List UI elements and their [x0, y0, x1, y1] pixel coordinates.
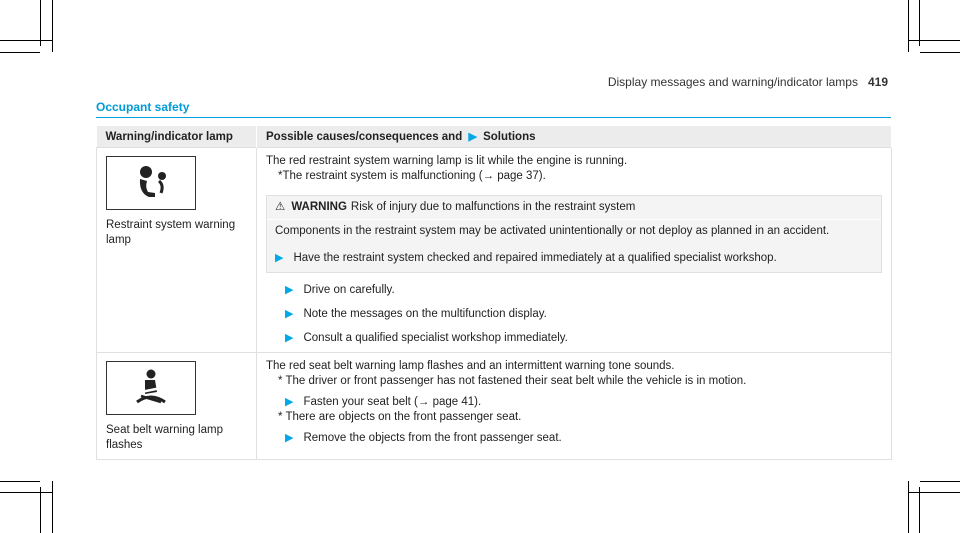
arrow-right-icon: ▶ — [275, 252, 284, 264]
lamp-frame — [106, 361, 196, 415]
lamp-description: The red restraint system warning lamp is lit while the engine is running. — [266, 155, 628, 167]
warning-title: WARNING — [291, 201, 347, 213]
header-title: Display messages and warning/indicator lamps — [607, 75, 858, 89]
col-solutions-header-text: Solutions — [483, 131, 536, 143]
solution-step-text: Fasten your seat belt (→ page 41). — [303, 396, 482, 408]
crop-mark — [920, 52, 960, 53]
cause-text: * The driver or front passenger has not fastened their seat belt while the vehicle is in motion. — [278, 375, 747, 387]
solution-step-text: Note the messages on the multifunction display. — [303, 308, 547, 320]
lamp-frame — [106, 156, 196, 210]
crop-mark — [0, 492, 52, 493]
table-row — [97, 148, 892, 353]
arrow-right-icon: ▶ — [468, 131, 477, 143]
warning-triangle-icon: ⚠ — [275, 201, 286, 213]
lamp-table — [96, 126, 892, 460]
solution-step — [266, 283, 882, 298]
crop-mark — [908, 40, 960, 41]
crop-mark — [919, 487, 920, 533]
solution-step-text: Remove the objects from the front passenger seat. — [303, 432, 562, 444]
warning-body: Components in the restraint system may be activated unintentionally or not deploy as planned in an accident. — [275, 225, 830, 237]
solution-step — [266, 331, 882, 346]
warning-title-text: Risk of injury due to malfunctions in the restraint system — [350, 201, 636, 213]
crop-mark — [40, 487, 41, 533]
arrow-right-icon: ▶ — [285, 308, 294, 320]
table-row — [97, 353, 892, 460]
crop-mark — [908, 0, 909, 52]
running-header — [608, 75, 888, 89]
table-header-row — [97, 126, 892, 148]
lamp-cell — [97, 353, 257, 460]
seat-belt-icon — [131, 368, 171, 408]
page-number: 419 — [867, 75, 888, 89]
section-title: Occupant safety — [96, 100, 190, 114]
arrow-right-icon: ▶ — [285, 284, 294, 296]
solution-step-text: Consult a qualified specialist workshop immediately. — [303, 332, 568, 344]
col-causes-header-text: Possible causes/consequences and — [266, 131, 463, 143]
airbag-icon — [131, 163, 171, 203]
col-lamp-header: Warning/indicator lamp — [97, 126, 257, 148]
causes-cell — [257, 353, 892, 460]
crop-mark — [920, 481, 960, 482]
cause-text: *The restraint system is malfunctioning (→ page 37). — [278, 170, 546, 182]
causes-cell — [257, 148, 892, 353]
lamp-cell — [97, 148, 257, 353]
warning-box — [266, 195, 882, 273]
col-causes-header — [257, 126, 892, 148]
crop-mark — [0, 40, 52, 41]
crop-mark — [908, 481, 909, 533]
crop-mark — [52, 481, 53, 533]
crop-mark — [52, 0, 53, 52]
arrow-right-icon: ▶ — [285, 332, 294, 344]
solution-step-text: Drive on carefully. — [303, 284, 395, 296]
lamp-description: The red seat belt warning lamp flashes and an intermittent warning tone sounds. — [266, 360, 675, 372]
crop-mark — [0, 481, 40, 482]
cause-text: * There are objects on the front passenger seat. — [278, 411, 522, 423]
section-rule — [96, 117, 891, 118]
crop-mark — [908, 492, 960, 493]
solution-step — [266, 395, 882, 410]
lamp-label: Restraint system warning lamp — [106, 219, 236, 246]
warning-header — [267, 196, 881, 220]
arrow-right-icon: ▶ — [285, 432, 294, 444]
solution-step — [266, 307, 882, 322]
crop-mark — [0, 52, 40, 53]
arrow-right-icon: ▶ — [285, 396, 294, 408]
warning-step-text: Have the restraint system checked and repaired immediately at a qualified specialist workshop. — [293, 252, 777, 264]
warning-step — [267, 247, 881, 266]
lamp-label: Seat belt warning lamp flashes — [106, 424, 223, 451]
solution-step — [266, 431, 882, 446]
